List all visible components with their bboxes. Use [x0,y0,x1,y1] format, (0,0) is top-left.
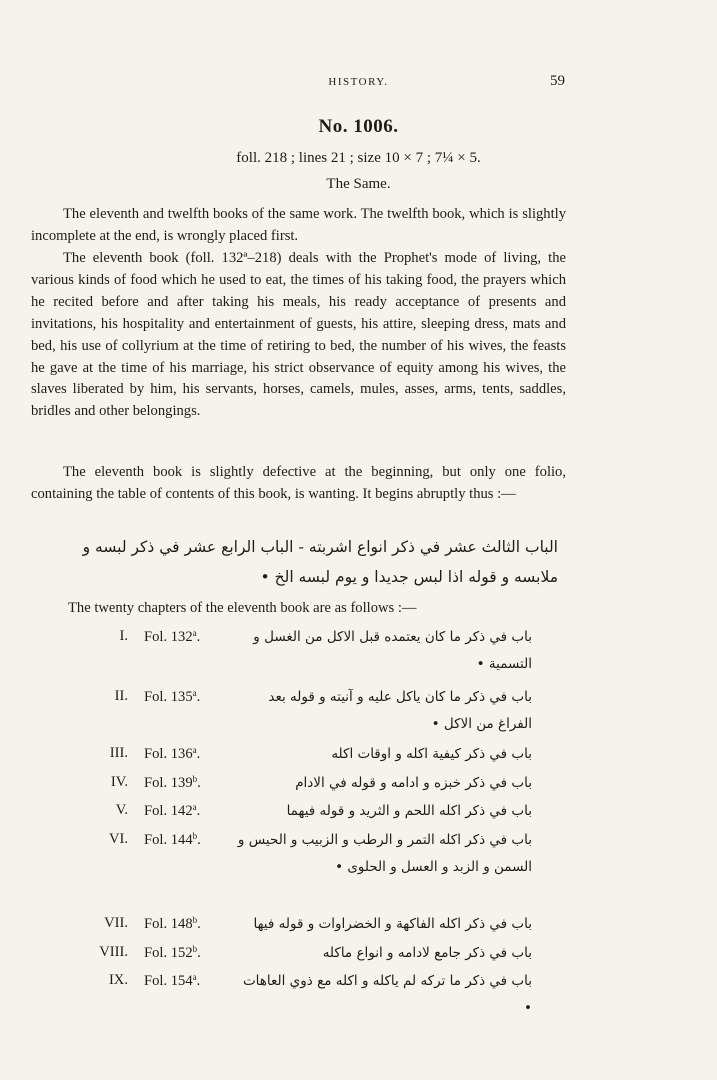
paragraph-contents: The eleventh book (foll. 132ª–218) deals with the Prophet's mode of living, the various kinds of food which he used to eat, the times of his taking food, the prayers which he recited before and after taking his meals, his ready acceptance of presents and invitations, his hospitality and entertainment of guests, his attire, sleeping dress, mats and bed, his use of collyrium at the time of retiring to bed, the number of his wives, the feasts he gave at the time of his marriage, his strict observance of equity among his wives, the slaves liberated by him, his servants, horses, camels, mules, asses, arms, tents, saddles, bridles and other belongings. [31,250,566,420]
entry-number: No. 1006. [318,116,399,137]
paragraph-books: The eleventh and twelfth books of the same work. The twelfth book, which is slightly incomplete at the end, is wrongly placed first. [31,206,566,244]
chapters-intro: The twenty chapters of the eleventh book are as follows :— [68,600,417,616]
page-number: 59 [550,73,565,89]
running-head-title: HISTORY. [328,76,389,88]
entry-title: The Same. [326,176,391,192]
paragraph-incipit-intro: The eleventh book is slightly defective at the beginning, but only one folio, containing the table of contents of this book, is wanting. It begins abruptly thus :— [31,464,566,502]
book-page: HISTORY. 59 No. 1006. foll. 218 ; lines 21 ; size 10 × 7 ; 7¼ × 5. The Same. The eleventh and twelfth books of the same work. The twelfth book, which is slightly incomplete at the end, is wrongly placed first. The eleventh book (foll. 132ª–218) deals with the Prophet's mode of living, the various kinds of food which he used to eat, the times of his taking food, the prayers which he recited before and after taking his meals, his ready acceptance of presents and invitations, his hospitality and entertainment of guests, his attire, sleeping dress, mats and bed, his use of collyrium at the time of retiring to bed, the number of his wives, the feasts he gave at the time of his marriage, his strict observance of equity among his wives, the slaves liberated by him, his servants, horses, camels, mules, asses, arms, tents, saddles, bridles and other belongings. The eleventh book is slightly defective at the beginning, but only one folio, containing the table of contents of this book, is wanting. It begins abruptly thus :— الباب الثالث عشر في ذكر انواع اشربته - الباب الرابع عشر في ذكر لبسه و ملابسه و قوله اذا لبس جديدا و يوم لبسه الخ • The twenty chapters of the eleventh book are as follows :— I. Fol. 132$^a$. باب في ذكر ما كان يعتمده قبل الاكل من الغسل و التسمية • II. Fol. 135$^a$. باب في ذكر ما كان ياكل عليه و آنيته و قوله بعد الفراغ من الاكل • III. Fol. 136$^a$. باب في ذكر كيفية اكله و اوقات اكله IV. Fol. 139$^b$. باب في ذكر خبزه و ادامه و قوله في الادام V. Fol. 142$^a$. باب في ذكر اكله اللحم و الثريد و قوله فيهما VI. Fol. 144$^b$. باب في ذكر اكله التمر و الرطب و الزبيب و الحيس و السمن و الزبد و العسل و الحلوى • VII. Fol. 148$^b$. باب في ذكر اكله الفاكهة و الخضراوات و قوله فيها VIII. Fol. 152$^b$. باب في ذكر جامع لادامه و انواع ماكله IX. Fol. 154$^a$. باب في ذكر ما تركه لم ياكله و اكله مع ذوي العاهات • [0,0,717,1080]
folio-description: foll. 218 ; lines 21 ; size 10 × 7 ; 7¼ × 5. [236,150,481,166]
running-head [0,73,717,96]
incipit-arabic: الباب الثالث عشر في ذكر انواع اشربته - الباب الرابع عشر في ذكر لبسه و ملابسه و قوله اذا لبس جديدا و يوم لبسه الخ • [82,538,558,586]
